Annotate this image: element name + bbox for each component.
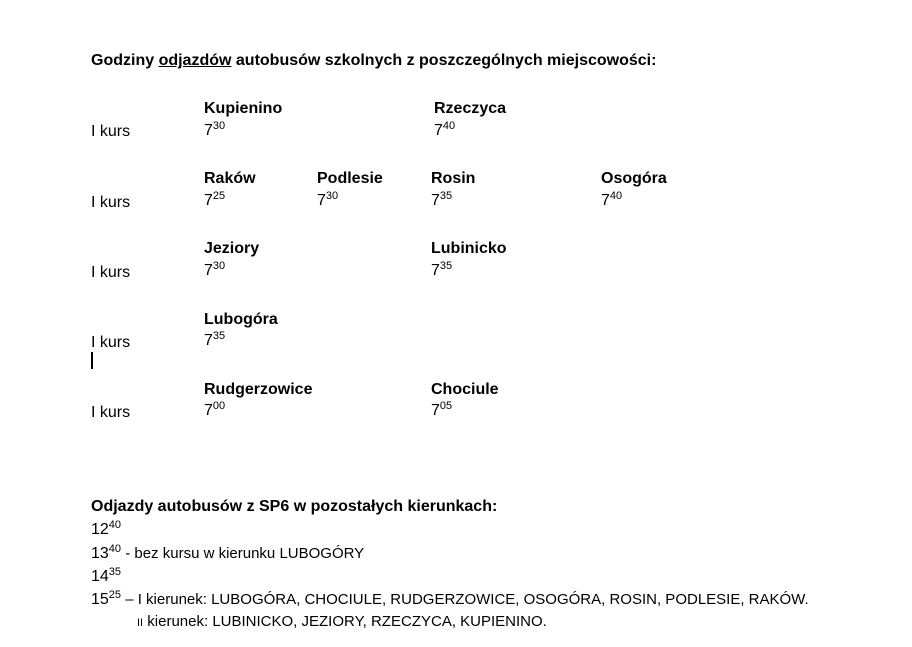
title-suffix: autobusów szkolnych z poszczególnych miejscowości: (231, 52, 657, 69)
kurs-label: I kurs (91, 264, 131, 281)
town-kupienino: Kupienino (204, 100, 283, 117)
time-rosin: $7^{35}$ (431, 190, 453, 209)
time-osogora: $7^{40}$ (601, 190, 623, 209)
time-lubinicko: $7^{35}$ (431, 260, 453, 279)
town-lubogora: Lubogóra (204, 311, 278, 328)
text-cursor (91, 352, 93, 369)
time-chociule: $7^{05}$ (431, 400, 453, 419)
departure-row: $13^{40}$ - bez kursu w kierunku LUBOGÓRY (91, 543, 365, 562)
time-podlesie: $7^{30}$ (317, 190, 339, 209)
time-lubogora: $7^{35}$ (204, 330, 226, 349)
town-rosin: Rosin (431, 170, 476, 187)
town-podlesie: Podlesie (317, 170, 383, 187)
time-jeziory: $7^{30}$ (204, 260, 226, 279)
time-kupienino: $7^{30}$ (204, 120, 226, 139)
title-underlined: odjazdów (158, 52, 232, 69)
town-jeziory: Jeziory (204, 240, 260, 257)
departures-title: Odjazdy autobusów z SP6 w pozostałych kierunkach: (91, 498, 498, 515)
time-rakow: $7^{25}$ (204, 190, 226, 209)
title-prefix: Godziny (91, 52, 159, 69)
second-direction: II kierunek: LUBINICKO, JEZIORY, RZECZYCA, KUPIENINO. (137, 613, 547, 630)
departure-row: $15^{25}$ – I kierunek: LUBOGÓRA, CHOCIULE, RUDGERZOWICE, OSOGÓRA, ROSIN, PODLESIE, RAKÓW. (91, 589, 809, 608)
page-title (91, 52, 656, 70)
town-lubinicko: Lubinicko (431, 240, 507, 257)
kurs-label: I kurs (91, 123, 131, 140)
departure-row: $14^{35}$ (91, 566, 122, 585)
kurs-label: I kurs (91, 194, 131, 211)
town-rzeczyca: Rzeczyca (434, 100, 507, 117)
town-osogora: Osogóra (601, 170, 667, 187)
kurs-label: I kurs (91, 334, 131, 351)
time-rudgerzowice: $7^{00}$ (204, 400, 226, 419)
town-rakow: Raków (204, 170, 256, 187)
town-chociule: Chociule (431, 381, 499, 398)
town-rudgerzowice: Rudgerzowice (204, 381, 313, 398)
kurs-label: I kurs (91, 404, 131, 421)
time-rzeczyca: $7^{40}$ (434, 120, 456, 139)
departure-row: $12^{40}$ (91, 519, 122, 538)
